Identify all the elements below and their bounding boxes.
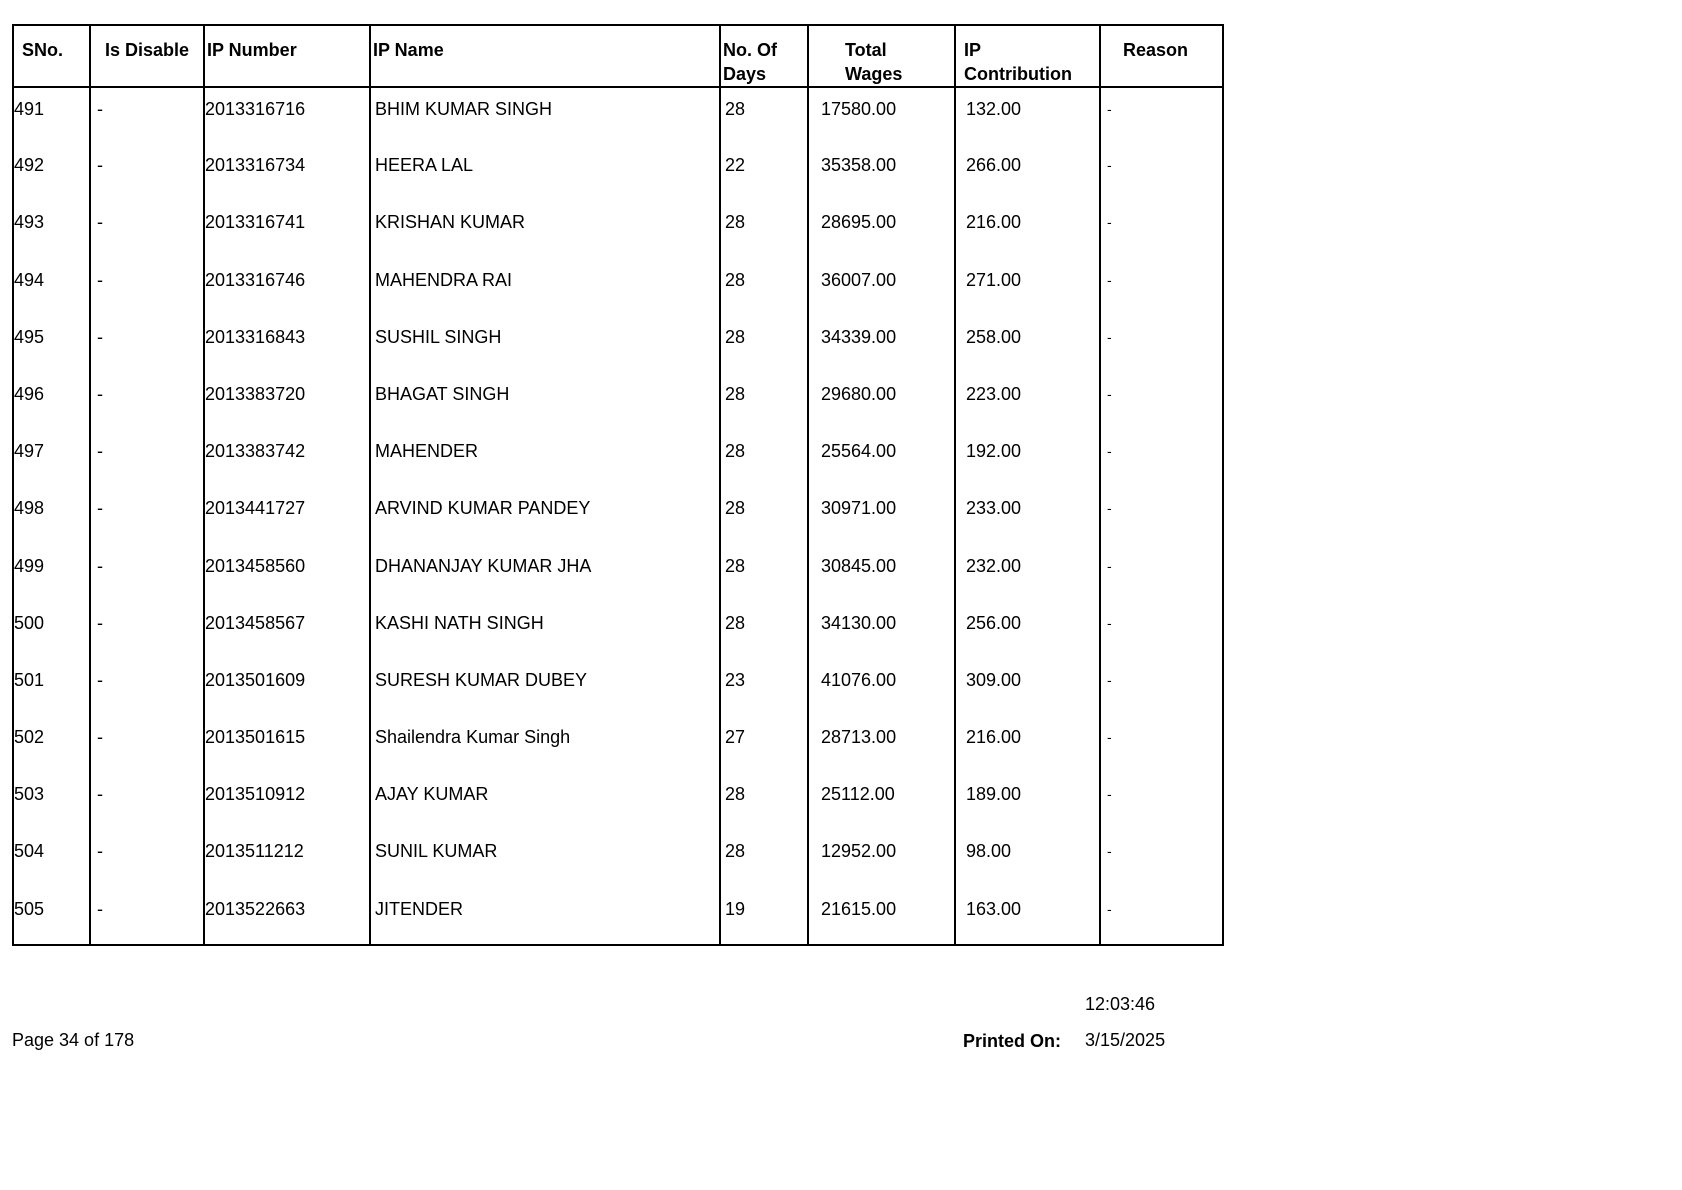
cell-days: 22 — [720, 144, 808, 201]
header-wages-line1: Total — [845, 40, 887, 60]
cell-reason: - — [1100, 87, 1223, 144]
cell-sno: 494 — [13, 259, 90, 316]
header-wages-line2: Wages — [845, 64, 903, 84]
cell-ip-name: ARVIND KUMAR PANDEY — [370, 487, 720, 544]
cell-ip-contribution: 216.00 — [955, 716, 1100, 773]
cell-sno: 502 — [13, 716, 90, 773]
cell-ip-number: 2013510912 — [204, 773, 370, 830]
cell-reason: - — [1100, 888, 1223, 945]
cell-sno: 498 — [13, 487, 90, 544]
cell-ip-number: 2013383720 — [204, 373, 370, 430]
cell-ip-name: MAHENDER — [370, 430, 720, 487]
table-row — [13, 602, 1223, 659]
cell-days: 28 — [720, 830, 808, 887]
cell-reason: - — [1100, 144, 1223, 201]
cell-ip-name: SURESH KUMAR DUBEY — [370, 659, 720, 716]
cell-days: 28 — [720, 259, 808, 316]
cell-total-wages: 28695.00 — [808, 201, 955, 258]
cell-reason: - — [1100, 373, 1223, 430]
cell-is-disable: - — [90, 87, 204, 144]
cell-ip-name: SUSHIL SINGH — [370, 316, 720, 373]
cell-days: 23 — [720, 659, 808, 716]
cell-is-disable: - — [90, 201, 204, 258]
table-row — [13, 87, 1223, 144]
contribution-table — [12, 24, 1224, 946]
cell-total-wages: 30845.00 — [808, 545, 955, 602]
table-row — [13, 144, 1223, 201]
cell-is-disable: - — [90, 373, 204, 430]
printed-on-label: Printed On: — [963, 1031, 1061, 1051]
printed-time: 12:03:46 — [1085, 994, 1156, 1014]
cell-days: 28 — [720, 373, 808, 430]
table-row — [13, 659, 1223, 716]
header-ip-contribution — [955, 25, 1100, 87]
header-ip-name: IP Name — [370, 25, 720, 87]
cell-is-disable: - — [90, 773, 204, 830]
cell-ip-name: BHIM KUMAR SINGH — [370, 87, 720, 144]
table-row — [13, 316, 1223, 373]
cell-days: 28 — [720, 773, 808, 830]
cell-days: 27 — [720, 716, 808, 773]
cell-reason: - — [1100, 602, 1223, 659]
table-row — [13, 716, 1223, 773]
cell-total-wages: 21615.00 — [808, 888, 955, 945]
cell-reason: - — [1100, 545, 1223, 602]
cell-is-disable: - — [90, 659, 204, 716]
cell-days: 28 — [720, 487, 808, 544]
cell-days: 28 — [720, 87, 808, 144]
cell-reason: - — [1100, 830, 1223, 887]
cell-ip-number: 2013316746 — [204, 259, 370, 316]
cell-days: 28 — [720, 545, 808, 602]
table-row — [13, 430, 1223, 487]
cell-ip-number: 2013458560 — [204, 545, 370, 602]
header-contrib-line1: IP — [964, 40, 982, 60]
table-row — [13, 487, 1223, 544]
cell-reason: - — [1100, 716, 1223, 773]
table-body — [13, 87, 1223, 945]
cell-sno: 505 — [13, 888, 90, 945]
cell-is-disable: - — [90, 487, 204, 544]
header-no-of-days — [720, 25, 808, 87]
cell-total-wages: 17580.00 — [808, 87, 955, 144]
cell-sno: 497 — [13, 430, 90, 487]
cell-ip-name: Shailendra Kumar Singh — [370, 716, 720, 773]
table-row — [13, 373, 1223, 430]
header-is-disable: Is Disable — [90, 25, 204, 87]
cell-ip-contribution: 256.00 — [955, 602, 1100, 659]
page-number: Page 34 of 178 — [12, 1030, 135, 1050]
cell-days: 28 — [720, 316, 808, 373]
header-sno: SNo. — [13, 25, 90, 87]
cell-reason: - — [1100, 316, 1223, 373]
cell-reason: - — [1100, 659, 1223, 716]
table-row — [13, 201, 1223, 258]
cell-ip-number: 2013522663 — [204, 888, 370, 945]
cell-ip-number: 2013316741 — [204, 201, 370, 258]
cell-total-wages: 34130.00 — [808, 602, 955, 659]
cell-total-wages: 12952.00 — [808, 830, 955, 887]
cell-total-wages: 28713.00 — [808, 716, 955, 773]
cell-sno: 499 — [13, 545, 90, 602]
cell-reason: - — [1100, 430, 1223, 487]
header-row — [13, 25, 1223, 87]
header-days-line1: No. Of — [723, 40, 777, 60]
cell-sno: 500 — [13, 602, 90, 659]
cell-days: 28 — [720, 430, 808, 487]
cell-sno: 501 — [13, 659, 90, 716]
cell-ip-number: 2013458567 — [204, 602, 370, 659]
header-total-wages — [808, 25, 955, 87]
cell-ip-number: 2013316734 — [204, 144, 370, 201]
cell-days: 28 — [720, 201, 808, 258]
cell-ip-contribution: 163.00 — [955, 888, 1100, 945]
cell-reason: - — [1100, 773, 1223, 830]
cell-ip-contribution: 309.00 — [955, 659, 1100, 716]
cell-total-wages: 34339.00 — [808, 316, 955, 373]
cell-ip-number: 2013316716 — [204, 87, 370, 144]
cell-ip-contribution: 258.00 — [955, 316, 1100, 373]
cell-ip-name: HEERA LAL — [370, 144, 720, 201]
table-row — [13, 773, 1223, 830]
cell-days: 19 — [720, 888, 808, 945]
cell-ip-contribution: 232.00 — [955, 545, 1100, 602]
cell-ip-contribution: 132.00 — [955, 87, 1100, 144]
cell-sno: 492 — [13, 144, 90, 201]
cell-ip-number: 2013316843 — [204, 316, 370, 373]
cell-ip-name: JITENDER — [370, 888, 720, 945]
cell-ip-name: SUNIL KUMAR — [370, 830, 720, 887]
cell-ip-contribution: 266.00 — [955, 144, 1100, 201]
cell-is-disable: - — [90, 259, 204, 316]
cell-ip-number: 2013511212 — [204, 830, 370, 887]
cell-ip-name: KASHI NATH SINGH — [370, 602, 720, 659]
cell-total-wages: 41076.00 — [808, 659, 955, 716]
cell-ip-name: KRISHAN KUMAR — [370, 201, 720, 258]
cell-ip-contribution: 271.00 — [955, 259, 1100, 316]
cell-sno: 493 — [13, 201, 90, 258]
cell-ip-contribution: 98.00 — [955, 830, 1100, 887]
cell-is-disable: - — [90, 830, 204, 887]
header-contrib-line2: Contribution — [964, 64, 1072, 84]
cell-total-wages: 25112.00 — [808, 773, 955, 830]
cell-days: 28 — [720, 602, 808, 659]
cell-sno: 504 — [13, 830, 90, 887]
header-ip-number: IP Number — [204, 25, 370, 87]
cell-total-wages: 29680.00 — [808, 373, 955, 430]
cell-ip-contribution: 189.00 — [955, 773, 1100, 830]
cell-reason: - — [1100, 487, 1223, 544]
cell-is-disable: - — [90, 888, 204, 945]
table-row — [13, 888, 1223, 945]
table-header — [13, 25, 1223, 87]
cell-ip-contribution: 233.00 — [955, 487, 1100, 544]
cell-sno: 503 — [13, 773, 90, 830]
cell-ip-contribution: 192.00 — [955, 430, 1100, 487]
cell-is-disable: - — [90, 716, 204, 773]
cell-reason: - — [1100, 259, 1223, 316]
cell-total-wages: 25564.00 — [808, 430, 955, 487]
cell-is-disable: - — [90, 545, 204, 602]
cell-ip-number: 2013383742 — [204, 430, 370, 487]
cell-is-disable: - — [90, 144, 204, 201]
cell-total-wages: 30971.00 — [808, 487, 955, 544]
cell-is-disable: - — [90, 602, 204, 659]
cell-ip-number: 2013441727 — [204, 487, 370, 544]
cell-ip-name: BHAGAT SINGH — [370, 373, 720, 430]
cell-total-wages: 35358.00 — [808, 144, 955, 201]
cell-ip-contribution: 223.00 — [955, 373, 1100, 430]
cell-ip-number: 2013501609 — [204, 659, 370, 716]
cell-ip-name: DHANANJAY KUMAR JHA — [370, 545, 720, 602]
cell-ip-contribution: 216.00 — [955, 201, 1100, 258]
cell-sno: 491 — [13, 87, 90, 144]
cell-total-wages: 36007.00 — [808, 259, 955, 316]
cell-sno: 496 — [13, 373, 90, 430]
cell-is-disable: - — [90, 430, 204, 487]
cell-is-disable: - — [90, 316, 204, 373]
header-reason: Reason — [1100, 25, 1223, 87]
table-row — [13, 545, 1223, 602]
cell-ip-name: AJAY KUMAR — [370, 773, 720, 830]
table-row — [13, 830, 1223, 887]
cell-sno: 495 — [13, 316, 90, 373]
cell-reason: - — [1100, 201, 1223, 258]
cell-ip-number: 2013501615 — [204, 716, 370, 773]
printed-date: 3/15/2025 — [1085, 1030, 1166, 1050]
cell-ip-name: MAHENDRA RAI — [370, 259, 720, 316]
table-row — [13, 259, 1223, 316]
header-days-line2: Days — [723, 64, 767, 84]
